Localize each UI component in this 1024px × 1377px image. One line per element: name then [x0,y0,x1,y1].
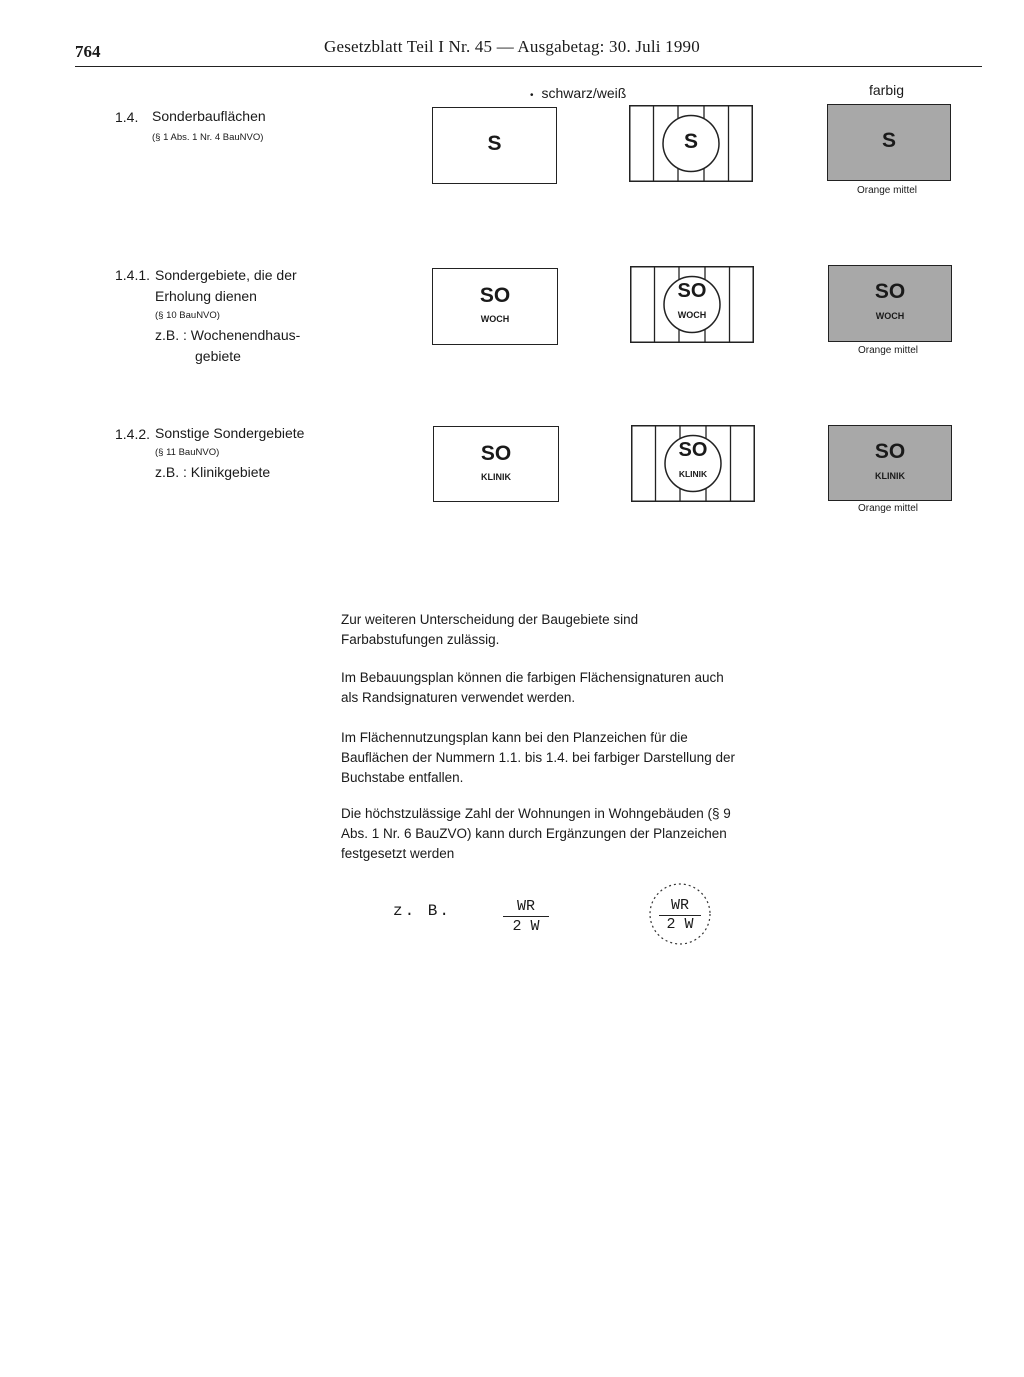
color-caption: Orange mittel [856,185,918,196]
paragraph: Im Bebauungsplan können die farbigen Flächensignaturen auch als Randsignaturen verwendet werden. [341,670,724,705]
item-reference: (§ 10 BauNVO) [155,310,220,321]
symbol-colored [828,425,952,501]
symbol-letter: SO [677,280,707,302]
symbol-colored [827,104,951,181]
symbol-sub-label: WOCH [875,311,905,321]
item-title: Sondergebiete, die der [155,267,297,283]
item-example: gebiete [195,348,241,364]
fraction-numerator: WR [659,897,701,916]
column-heading-color: farbig [869,82,905,98]
symbol-sub-label: WOCH [480,314,510,324]
symbol-bw-plain [432,107,557,184]
item-example: z.B. : Klinikgebiete [155,464,271,480]
fraction-denominator: 2 W [666,916,694,933]
fraction-denominator: 2 W [512,918,540,935]
hatch-circle-icon [631,425,755,502]
symbol-letter: SO [874,440,906,463]
symbol-letter: S [683,130,698,153]
symbol-bw-plain [432,268,558,345]
symbol-letter: SO [480,442,512,465]
symbol-letter: SO [874,280,906,303]
example-label: z. B. [393,902,452,920]
symbol-sub-label: KLINIK [678,469,708,479]
symbol-colored [828,265,952,342]
symbol-letter: S [487,132,502,155]
item-reference: (§ 11 BauNVO) [155,447,220,458]
symbol-sub-label: KLINIK [481,472,511,482]
paragraph: Zur weiteren Unterscheidung der Baugebiete sind Farbabstufungen zulässig. [341,612,639,647]
color-caption: Orange mittel [857,345,919,356]
symbol-bw-plain [433,426,559,502]
item-number: 1.4. [115,109,139,125]
symbol-letter: SO [678,439,708,461]
item-title: Erholung dienen [155,288,257,304]
page-header-title: Gesetzblatt Teil I Nr. 45 — Ausgabetag: 30. Juli 1990 [324,37,700,56]
paragraph: Im Flächennutzungsplan kann bei den Planzeichen für die Bauflächen der Nummern 1.1. bis 1.4. bei farbiger Darstellung der Buchstabe entfallen. [341,730,735,785]
example-fraction-circled [647,881,713,947]
item-title: Sonderbauflächen [152,108,266,124]
symbol-letter: S [881,129,896,152]
item-example: z.B. : Wochenendhaus- [155,327,301,343]
symbol-sub-label: KLINIK [875,471,905,481]
hatch-circle-icon [630,266,754,343]
header-divider [75,66,982,67]
fraction-numerator: WR [503,897,549,917]
item-title: Sonstige Sondergebiete [155,425,305,441]
item-reference: (§ 1 Abs. 1 Nr. 4 BauNVO) [152,132,264,143]
symbol-bw-hatched [630,266,754,343]
paragraph: Die höchstzulässige Zahl der Wohnungen in Wohngebäuden (§ 9 Abs. 1 Nr. 6 BauZVO) kann durch Ergänzungen der Planzeichen festgesetzt werden [341,806,731,861]
column-heading-bw: • schwarz/weiß [530,85,627,101]
bullet-icon: • [530,90,534,101]
symbol-sub-label: WOCH [677,310,707,320]
symbol-bw-hatched [629,105,753,182]
item-number: 1.4.2. [115,426,151,442]
item-number: 1.4.1. [115,267,151,283]
symbol-bw-hatched [631,425,755,502]
symbol-letter: SO [479,284,511,307]
example-fraction-plain [503,897,549,936]
color-caption: Orange mittel [857,503,919,514]
page-number: 764 [75,42,101,61]
